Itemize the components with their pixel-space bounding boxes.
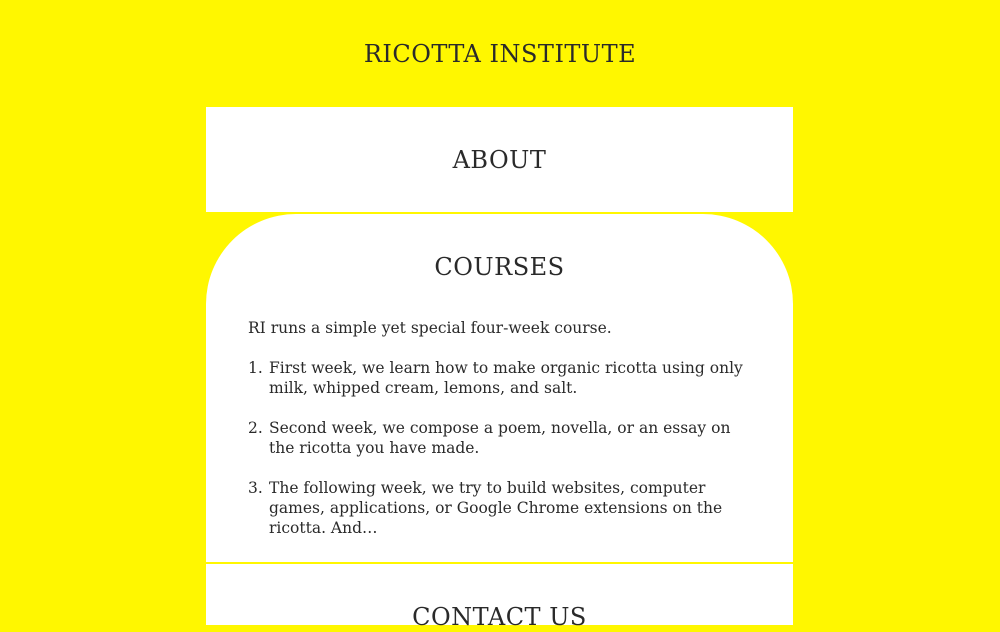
about-heading: ABOUT [452, 146, 547, 174]
about-section [206, 107, 793, 212]
list-item-number: 2. [248, 419, 263, 437]
list-item-text: Second week, we compose a poem, novella, or an essay on the ricotta you have made. [269, 419, 731, 457]
list-item [248, 358, 748, 398]
list-item-text: The following week, we try to build websites, computer games, applications, or Google Chrome extensions on the ricotta. And… [269, 479, 723, 537]
site-title: RICOTTA INSTITUTE [363, 40, 637, 68]
courses-heading: COURSES [434, 253, 565, 281]
list-item-text: First week, we learn how to make organic ricotta using only milk, whipped cream, lemons, and salt. [269, 359, 743, 397]
list-item [248, 418, 748, 458]
courses-intro: RI runs a simple yet special four-week course. [248, 319, 612, 337]
contact-heading: CONTACT US [412, 603, 587, 631]
list-item [248, 478, 748, 538]
courses-list [248, 358, 748, 558]
contact-section [206, 564, 793, 631]
list-item-number: 3. [248, 479, 263, 497]
list-item-number: 1. [248, 359, 263, 377]
courses-section [206, 214, 793, 562]
